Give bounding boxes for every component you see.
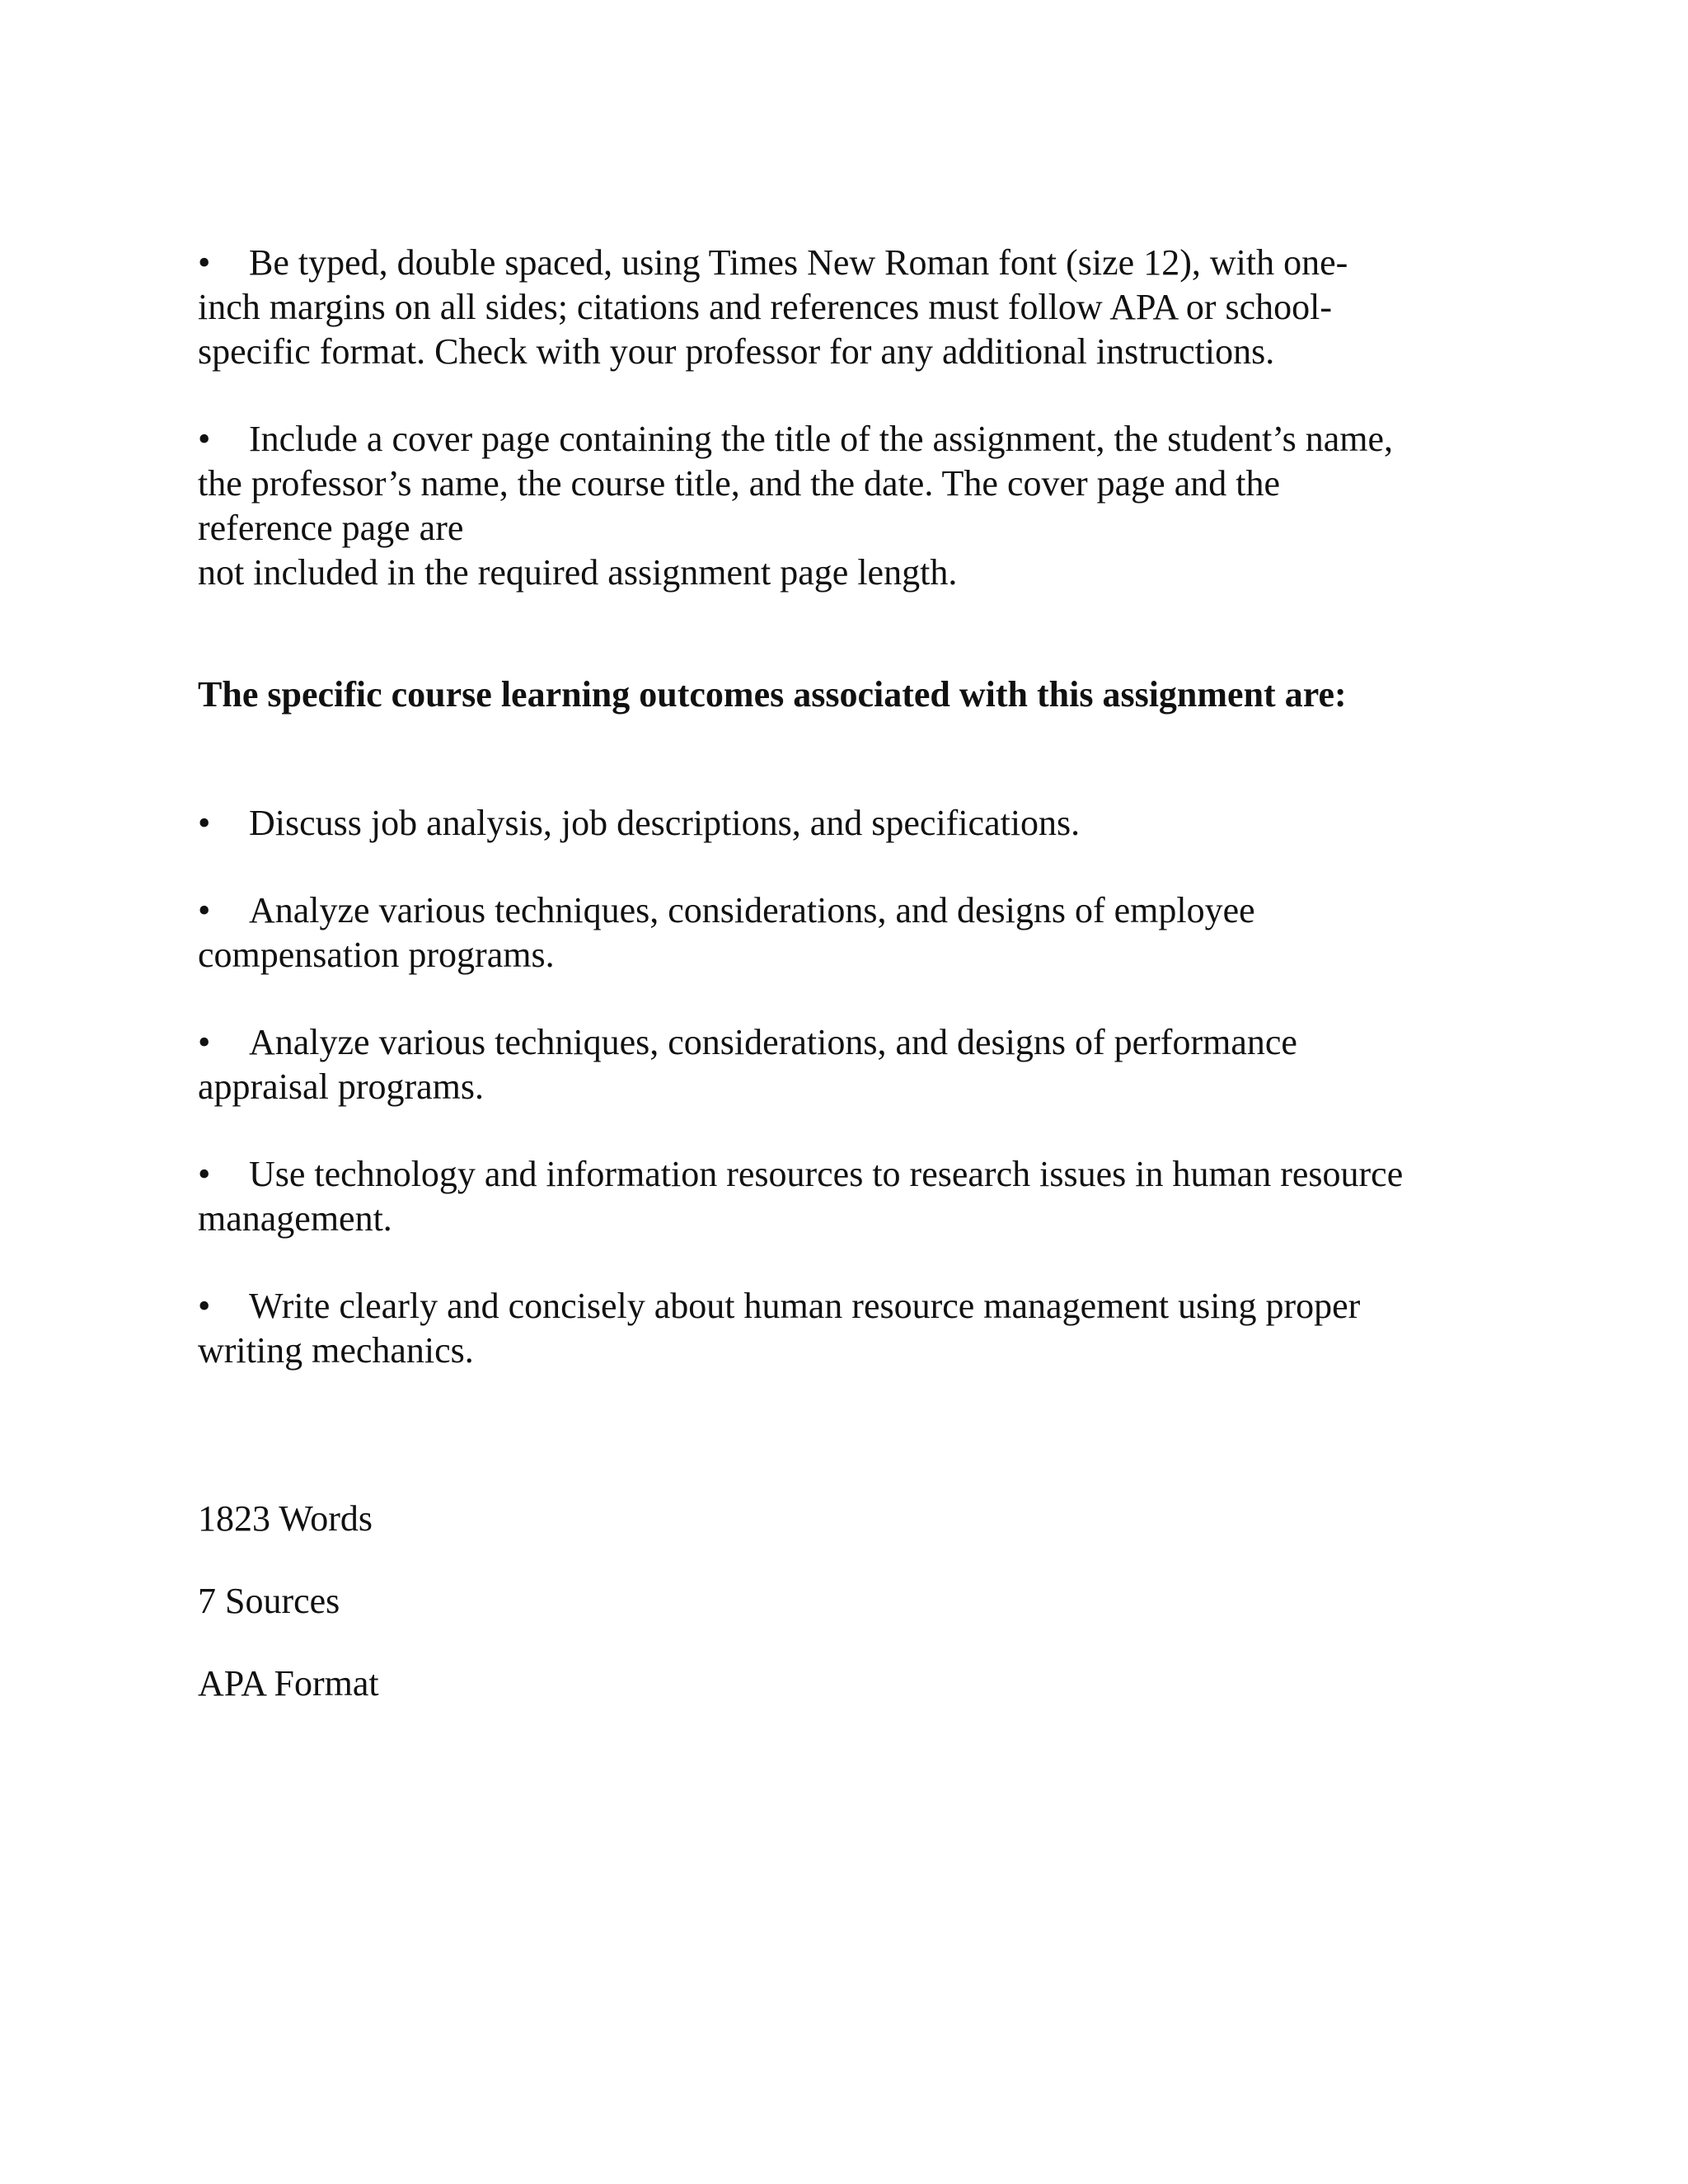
- citation-format: APA Format: [198, 1663, 379, 1704]
- bullet-marker: •: [198, 419, 211, 459]
- requirement-formatting-line-1: Be typed, double spaced, using Times New Roman font (size 12), with one-: [249, 242, 1348, 283]
- requirement-cover-page-line-2: the professor’s name, the course title, and the date. The cover page and the: [198, 463, 1280, 504]
- outcome-item-5-line-1: Write clearly and concisely about human resource management using proper: [249, 1286, 1361, 1326]
- outcome-item-2-line-2: compensation programs.: [198, 935, 555, 975]
- requirement-formatting: [198, 241, 1500, 374]
- bullet-marker: •: [198, 1022, 211, 1062]
- requirement-formatting-line-2: inch margins on all sides; citations and references must follow APA or school-: [198, 287, 1333, 327]
- bullet-marker: •: [198, 890, 211, 930]
- outcome-item-4-line-2: management.: [198, 1198, 392, 1239]
- outcome-item-1-line-1: Discuss job analysis, job descriptions, and specifications.: [249, 803, 1081, 843]
- outcome-item-4-line-1: Use technology and information resources to research issues in human resource: [249, 1154, 1404, 1194]
- outcome-item-1: [198, 801, 1500, 846]
- requirement-cover-page-line-4: not included in the required assignment page length.: [198, 552, 958, 593]
- requirement-cover-page: [198, 417, 1500, 595]
- outcome-item-2: [198, 888, 1500, 977]
- word-count: 1823 Words: [198, 1498, 373, 1539]
- requirement-cover-page-line-1: Include a cover page containing the title of the assignment, the student’s name,: [249, 419, 1394, 459]
- bullet-marker: •: [198, 1154, 211, 1194]
- outcome-item-4: [198, 1152, 1500, 1241]
- bullet-marker: •: [198, 1286, 211, 1326]
- source-count: 7 Sources: [198, 1581, 340, 1621]
- outcome-item-3-line-1: Analyze various techniques, considerations, and designs of performance: [249, 1022, 1297, 1062]
- requirement-formatting-line-3: specific format. Check with your professor for any additional instructions.: [198, 331, 1275, 372]
- bullet-marker: •: [198, 803, 211, 843]
- outcome-item-2-line-1: Analyze various techniques, considerations, and designs of employee: [249, 890, 1255, 930]
- outcome-item-3: [198, 1020, 1500, 1109]
- outcome-item-3-line-2: appraisal programs.: [198, 1066, 484, 1107]
- outcomes-heading: The specific course learning outcomes associated with this assignment are:: [198, 674, 1347, 715]
- requirement-cover-page-line-3: reference page are: [198, 508, 464, 548]
- bullet-marker: •: [198, 242, 211, 283]
- outcome-item-5-line-2: writing mechanics.: [198, 1330, 474, 1371]
- outcome-item-5: [198, 1284, 1500, 1373]
